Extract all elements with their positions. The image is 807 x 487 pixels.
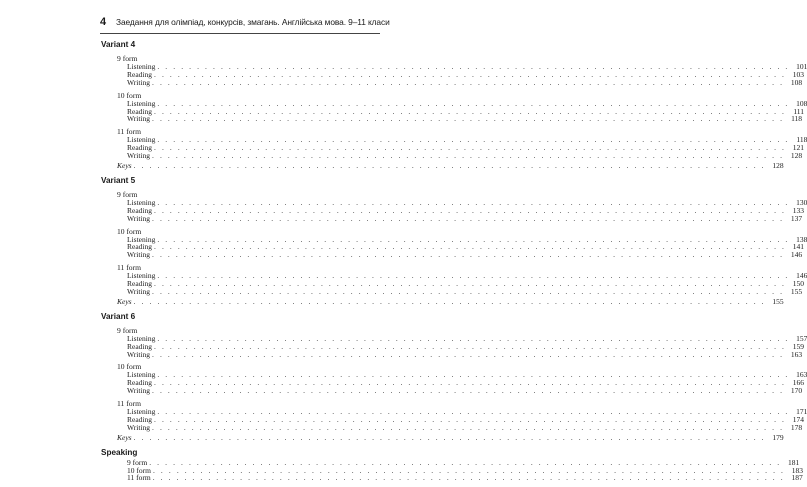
dot-leader: . . . . . . . . . . . . . . . . . . . . . . . . . . . . . . . . . . . . . . . . . . . . . . . . . . . . . . . . . . . . . . . . . . . . . . . . . . . . . . . . xyxy=(157,234,790,244)
form-block xyxy=(101,127,807,161)
dot-leader: . . . . . . . . . . . . . . . . . . . . . . . . . . . . . . . . . . . . . . . . . . . . . . . . . . . . . . . . . . . . . . . . . . . . . . . . . . . . . . . . xyxy=(157,98,790,108)
toc-entry xyxy=(101,349,803,359)
entry-label: Reading xyxy=(127,69,152,79)
entry-label: Reading xyxy=(127,378,152,388)
toc-entry xyxy=(101,287,803,297)
entry-label: Reading xyxy=(127,341,152,351)
variant-title: Variant 4 xyxy=(101,40,136,49)
page-ref: 166 xyxy=(792,378,805,388)
dot-leader: . . . . . . . . . . . . . . . . . . . . . . . . . . . . . . . . . . . . . . . . . . . . . . . . . . . . . . . . . . . . . . . . . . . . . . . . . . . . . . . . xyxy=(154,415,787,425)
page-ref: 155 xyxy=(772,296,784,306)
dot-leader: . . . . . . . . . . . . . . . . . . . . . . . . . . . . . . . . . . . . . . . . . . . . . . . . . . . . . . . . . . . . . . . . . . . . . . . . . . . . . . . . xyxy=(152,386,785,396)
entry-label: Listening xyxy=(127,197,156,207)
page-ref: 108 xyxy=(790,77,803,87)
form-heading: 9 form xyxy=(117,54,138,63)
page-ref: 155 xyxy=(790,287,803,297)
page-ref: 128 xyxy=(772,161,784,170)
entry-label: Reading xyxy=(127,143,152,153)
page-ref: 133 xyxy=(792,205,805,215)
page-ref: 138 xyxy=(796,234,807,244)
variant-title: Variant 6 xyxy=(101,311,136,321)
entry-label: 9 form xyxy=(127,457,148,467)
entry-label: Reading xyxy=(127,106,152,116)
entry-label: Writing xyxy=(127,349,151,359)
dot-leader: . . . . . . . . . . . . . . . . . . . . . . . . . . . . . . . . . . . . . . . . . . . . . . . . . . . . . . . . . . . . . . . . . . . . . . . . . . . . . . . . xyxy=(133,432,766,442)
page-ref: 179 xyxy=(772,432,784,442)
entry-label: Listening xyxy=(127,370,156,380)
form-heading: 11 form xyxy=(117,263,141,273)
toc-entry xyxy=(101,114,803,124)
toc-entry xyxy=(101,296,784,306)
dot-leader: . . . . . . . . . . . . . . . . . . . . . . . . . . . . . . . . . . . . . . . . . . . . . . . . . . . . . . . . . . . . . . . . . . . . . . . . . . . . . . . . xyxy=(154,279,787,289)
page-ref: 163 xyxy=(796,370,807,380)
dot-leader: . . . . . . . . . . . . . . . . . . . . . . . . . . . . . . . . . . . . . . . . . . . . . . . . . . . . . . . . . . . . . . . . . . . . . . . . . . . . . . . . xyxy=(154,378,787,388)
page-ref: 146 xyxy=(790,250,803,260)
page-ref: 137 xyxy=(790,213,803,223)
speaking-section xyxy=(101,447,803,483)
form-block xyxy=(101,226,807,260)
page-ref: 183 xyxy=(791,465,803,475)
dot-leader: . . . . . . . . . . . . . . . . . . . . . . . . . . . . . . . . . . . . . . . . . . . . . . . . . . . . . . . . . . . . . . . . . . . . . . . . . . . . . . . . xyxy=(157,370,790,380)
toc-entry xyxy=(101,386,803,396)
toc-entry xyxy=(101,151,803,161)
page-ref: 128 xyxy=(790,151,803,161)
page-ref: 174 xyxy=(792,415,805,425)
entry-label: Writing xyxy=(127,250,151,260)
form-heading: 9 form xyxy=(117,325,138,335)
dot-leader: . . . . . . . . . . . . . . . . . . . . . . . . . . . . . . . . . . . . . . . . . . . . . . . . . . . . . . . . . . . . . . . . . . . . . . . . . . . . . . . . xyxy=(154,242,787,252)
form-heading: 10 form xyxy=(117,90,142,100)
page-ref: 157 xyxy=(796,333,807,343)
entry-label: Keys xyxy=(117,161,132,170)
dot-leader: . . . . . . . . . . . . . . . . . . . . . . . . . . . . . . . . . . . . . . . . . . . . . . . . . . . . . . . . . . . . . . . . . . . . . . . . . . . . . . . . xyxy=(157,197,790,207)
dot-leader: . . . . . . . . . . . . . . . . . . . . . . . . . . . . . . . . . . . . . . . . . . . . . . . . . . . . . . . . . . . . . . . . . . . . . . . . . . . . . . . . xyxy=(152,151,785,161)
entry-label: Listening xyxy=(127,271,156,281)
entry-label: Writing xyxy=(127,151,151,161)
entry-label: Listening xyxy=(127,333,156,343)
dot-leader: . . . . . . . . . . . . . . . . . . . . . . . . . . . . . . . . . . . . . . . . . . . . . . . . . . . . . . . . . . . . . . . . . . . . . . . . . . . . . . . . xyxy=(152,77,785,87)
entry-label: Reading xyxy=(127,279,152,289)
dot-leader: . . . . . . . . . . . . . . . . . . . . . . . . . . . . . . . . . . . . . . . . . . . . . . . . . . . . . . . . . . . . . . . . . . . . . . . . . . . . . . . . xyxy=(154,143,787,153)
dot-leader: . . . . . . . . . . . . . . . . . . . . . . . . . . . . . . . . . . . . . . . . . . . . . . . . . . . . . . . . . . . . . . . . . . . . . . . . . . . . . . . . xyxy=(152,287,785,297)
entry-label: Listening xyxy=(127,135,156,145)
dot-leader: . . . . . . . . . . . . . . . . . . . . . . . . . . . . . . . . . . . . . . . . . . . . . . . . . . . . . . . . . . . . . . . . . . . . . . . . . . . . . . . . xyxy=(157,135,790,145)
page-ref: 141 xyxy=(792,242,805,252)
entry-label: Writing xyxy=(127,114,151,124)
dot-leader: . . . . . . . . . . . . . . . . . . . . . . . . . . . . . . . . . . . . . . . . . . . . . . . . . . . . . . . . . . . . . . . . . . . . . . . . . . . . . . . . xyxy=(152,250,785,260)
entry-label: Keys xyxy=(117,296,132,306)
running-title: Заедання для олімпіад, конкурсів, змагань. Англійська мова. 9–11 класи xyxy=(116,17,390,27)
dot-leader: . . . . . . . . . . . . . . . . . . . . . . . . . . . . . . . . . . . . . . . . . . . . . . . . . . . . . . . . . . . . . . . . . . . . . . . . . . . . . . . . xyxy=(157,407,790,417)
toc-entry xyxy=(101,213,803,223)
page-ref: 121 xyxy=(792,143,805,153)
dot-leader: . . . . . . . . . . . . . . . . . . . . . . . . . . . . . . . . . . . . . . . . . . . . . . . . . . . . . . . . . . . . . . . . . . . . . . . . . . . . . . . . xyxy=(149,457,782,467)
form-block xyxy=(101,362,807,396)
form-block xyxy=(101,54,807,87)
page-ref: 163 xyxy=(790,349,803,359)
page-ref: 103 xyxy=(792,69,805,79)
variant-section xyxy=(101,175,807,306)
entry-label: Writing xyxy=(127,77,151,87)
form-block xyxy=(101,263,807,297)
speaking-title: Speaking xyxy=(101,447,138,457)
dot-leader: . . . . . . . . . . . . . . . . . . . . . . . . . . . . . . . . . . . . . . . . . . . . . . . . . . . . . . . . . . . . . . . . . . . . . . . . . . . . . . . . xyxy=(152,422,785,432)
page-ref: 170 xyxy=(790,386,803,396)
form-heading: 10 form xyxy=(117,362,142,372)
entry-label: Reading xyxy=(127,415,152,425)
variant-section xyxy=(101,39,807,170)
page-ref: 187 xyxy=(791,473,803,483)
entry-label: Writing xyxy=(127,422,151,432)
entry-label: 11 form xyxy=(127,473,151,483)
dot-leader: . . . . . . . . . . . . . . . . . . . . . . . . . . . . . . . . . . . . . . . . . . . . . . . . . . . . . . . . . . . . . . . . . . . . . . . . . . . . . . . . xyxy=(152,465,785,475)
entry-label: Listening xyxy=(127,407,156,417)
page-ref: 118 xyxy=(791,114,803,124)
dot-leader: . . . . . . . . . . . . . . . . . . . . . . . . . . . . . . . . . . . . . . . . . . . . . . . . . . . . . . . . . . . . . . . . . . . . . . . . . . . . . . . . xyxy=(154,341,787,351)
toc-entry xyxy=(101,473,803,483)
toc-entry xyxy=(101,161,784,170)
dot-leader: . . . . . . . . . . . . . . . . . . . . . . . . . . . . . . . . . . . . . . . . . . . . . . . . . . . . . . . . . . . . . . . . . . . . . . . . . . . . . . . . xyxy=(157,61,790,71)
form-heading: 9 form xyxy=(117,189,138,199)
page-ref: 118 xyxy=(796,135,807,145)
form-block xyxy=(101,189,807,223)
dot-leader: . . . . . . . . . . . . . . . . . . . . . . . . . . . . . . . . . . . . . . . . . . . . . . . . . . . . . . . . . . . . . . . . . . . . . . . . . . . . . . . . xyxy=(152,473,785,483)
dot-leader: . . . . . . . . . . . . . . . . . . . . . . . . . . . . . . . . . . . . . . . . . . . . . . . . . . . . . . . . . . . . . . . . . . . . . . . . . . . . . . . . xyxy=(157,333,790,343)
dot-leader: . . . . . . . . . . . . . . . . . . . . . . . . . . . . . . . . . . . . . . . . . . . . . . . . . . . . . . . . . . . . . . . . . . . . . . . . . . . . . . . . xyxy=(154,205,787,215)
form-block xyxy=(101,399,807,432)
dot-leader: . . . . . . . . . . . . . . . . . . . . . . . . . . . . . . . . . . . . . . . . . . . . . . . . . . . . . . . . . . . . . . . . . . . . . . . . . . . . . . . . xyxy=(154,69,787,79)
form-block xyxy=(101,325,807,359)
dot-leader: . . . . . . . . . . . . . . . . . . . . . . . . . . . . . . . . . . . . . . . . . . . . . . . . . . . . . . . . . . . . . . . . . . . . . . . . . . . . . . . . xyxy=(157,271,790,281)
entry-label: Writing xyxy=(127,386,151,396)
dot-leader: . . . . . . . . . . . . . . . . . . . . . . . . . . . . . . . . . . . . . . . . . . . . . . . . . . . . . . . . . . . . . . . . . . . . . . . . . . . . . . . . xyxy=(152,114,785,124)
entry-label: Listening xyxy=(127,61,156,71)
toc-entry xyxy=(101,250,803,260)
entry-label: Listening xyxy=(127,234,156,244)
entry-label: Reading xyxy=(127,242,152,252)
variant-title: Variant 5 xyxy=(101,175,136,185)
entry-label: Listening xyxy=(127,98,156,108)
entry-label: 10 form xyxy=(127,465,151,475)
page-ref: 181 xyxy=(788,457,800,467)
toc-entry xyxy=(101,77,803,87)
dot-leader: . . . . . . . . . . . . . . . . . . . . . . . . . . . . . . . . . . . . . . . . . . . . . . . . . . . . . . . . . . . . . . . . . . . . . . . . . . . . . . . . xyxy=(133,161,766,170)
form-heading: 11 form xyxy=(117,399,141,409)
dot-leader: . . . . . . . . . . . . . . . . . . . . . . . . . . . . . . . . . . . . . . . . . . . . . . . . . . . . . . . . . . . . . . . . . . . . . . . . . . . . . . . . xyxy=(152,213,785,223)
page-ref: 146 xyxy=(796,271,807,281)
page-ref: 101 xyxy=(796,61,807,71)
page-ref: 111 xyxy=(793,106,805,116)
dot-leader: . . . . . . . . . . . . . . . . . . . . . . . . . . . . . . . . . . . . . . . . . . . . . . . . . . . . . . . . . . . . . . . . . . . . . . . . . . . . . . . . xyxy=(133,296,766,306)
entry-label: Reading xyxy=(127,205,152,215)
dot-leader: . . . . . . . . . . . . . . . . . . . . . . . . . . . . . . . . . . . . . . . . . . . . . . . . . . . . . . . . . . . . . . . . . . . . . . . . . . . . . . . . xyxy=(152,349,785,359)
dot-leader: . . . . . . . . . . . . . . . . . . . . . . . . . . . . . . . . . . . . . . . . . . . . . . . . . . . . . . . . . . . . . . . . . . . . . . . . . . . . . . . . xyxy=(154,106,787,116)
form-block xyxy=(101,90,807,124)
entry-label: Keys xyxy=(117,432,132,442)
toc-entry xyxy=(101,432,784,442)
form-heading: 10 form xyxy=(117,226,142,236)
page-number: 4 xyxy=(100,16,107,28)
entry-label: Writing xyxy=(127,213,151,223)
page-ref: 108 xyxy=(796,98,807,108)
page-ref: 171 xyxy=(796,407,807,417)
page-ref: 150 xyxy=(792,279,805,289)
page-ref: 159 xyxy=(792,341,805,351)
toc-entry xyxy=(101,422,803,432)
page-ref: 178 xyxy=(790,422,803,432)
entry-label: Writing xyxy=(127,287,151,297)
page-ref: 130 xyxy=(796,197,807,207)
form-heading: 11 form xyxy=(117,127,141,137)
table-of-contents xyxy=(101,39,807,487)
variant-section xyxy=(101,311,807,442)
page-header xyxy=(100,14,390,34)
